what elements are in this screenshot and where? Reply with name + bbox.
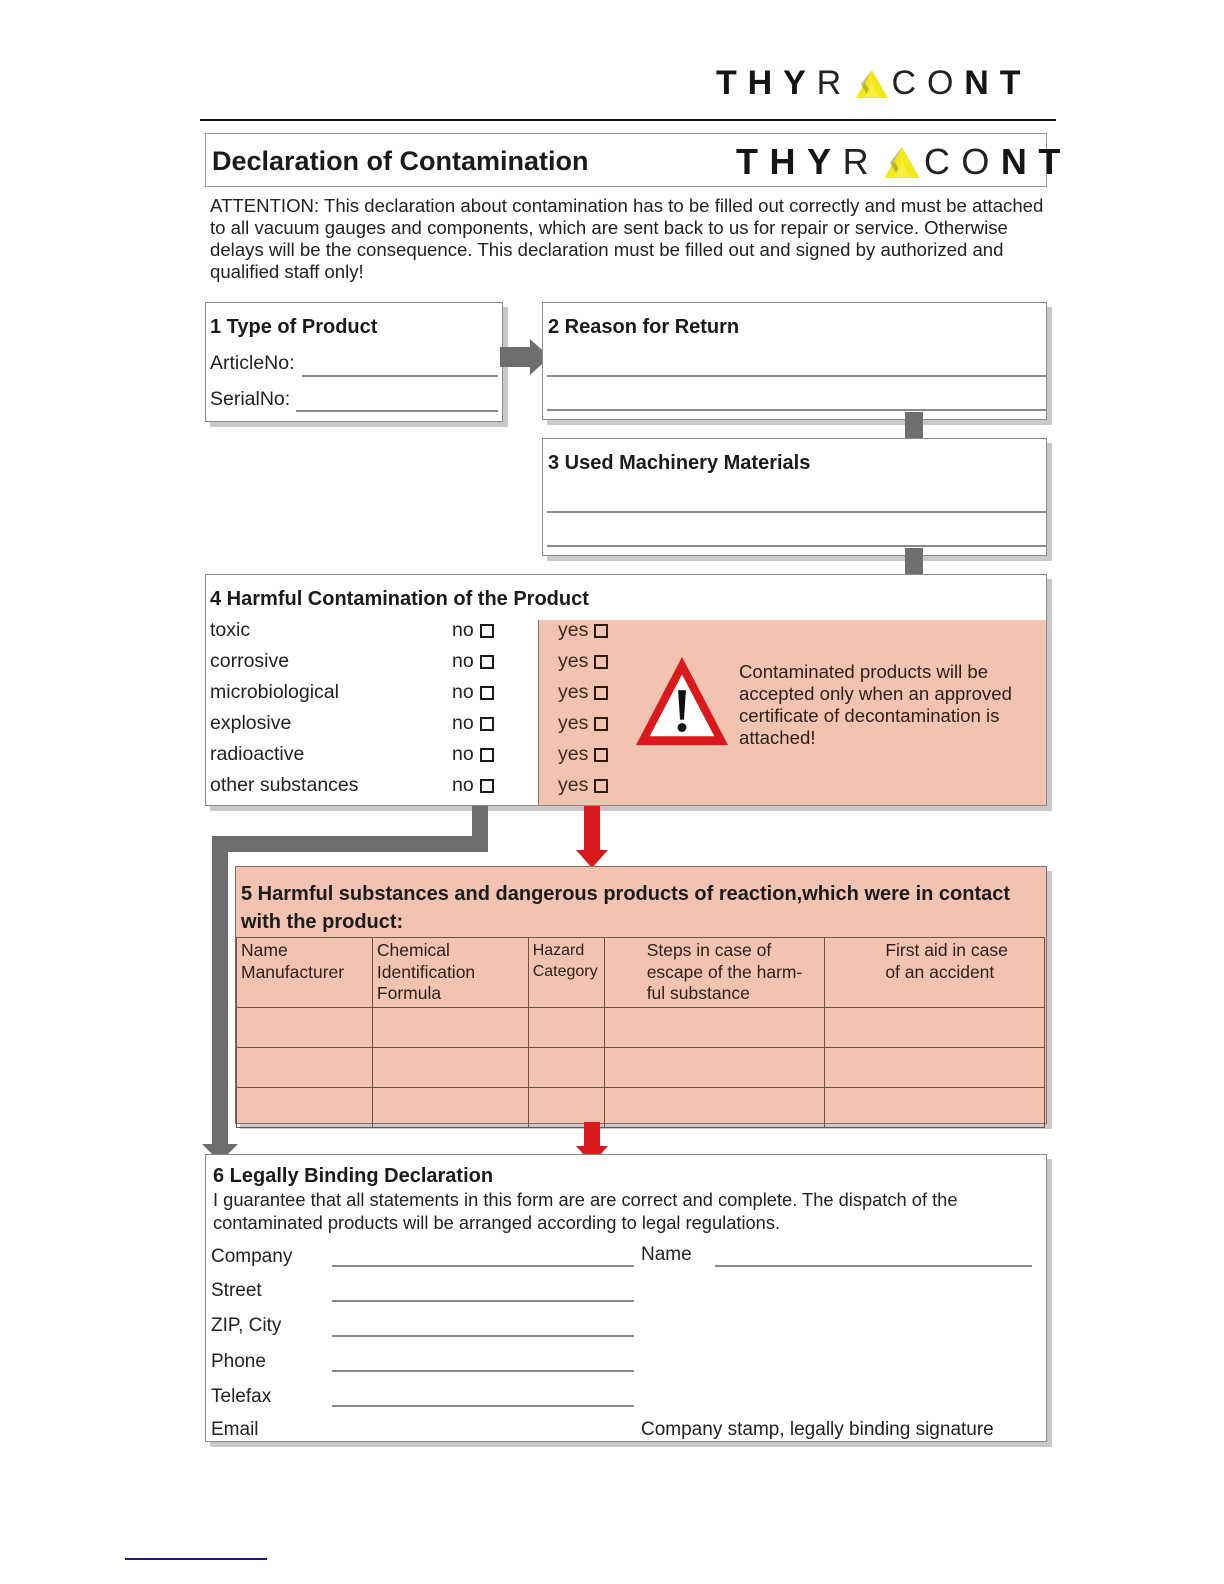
table-row: [237, 1007, 1045, 1047]
table-cell-input[interactable]: [825, 1007, 1045, 1047]
section-4-title: 4 Harmful Contamination of the Product: [210, 588, 589, 610]
col-header-line: ful substance: [646, 983, 750, 1003]
checkbox-icon[interactable]: [480, 717, 494, 731]
checkbox-icon[interactable]: [480, 624, 494, 638]
table-cell-input[interactable]: [372, 1007, 528, 1047]
yes-label: yes: [558, 619, 589, 641]
col-header-chemical-identification: [372, 938, 528, 1008]
phone-input[interactable]: [332, 1370, 634, 1372]
col-header-line: of an accident: [885, 961, 995, 982]
email-label: Email: [211, 1419, 259, 1440]
section-legally-binding-declaration: [205, 1154, 1047, 1442]
table-cell-input[interactable]: [237, 1007, 373, 1047]
attention-notice: ATTENTION: This declaration about contamination has to be filled out correctly and must be attached to all vacuum gauges and components, which are sent back to us for repair or service. Otherwise delays will be the consequence. This declaration must be filled out and signed by authorized and qualified staff only!: [210, 195, 1044, 282]
substances-table: [236, 937, 1045, 1128]
logo-text-r: R: [816, 64, 853, 102]
contamination-label-radioactive: radioactive: [210, 743, 305, 765]
other-yes-checkbox[interactable]: [558, 774, 608, 797]
col-header-line: Formula: [376, 983, 442, 1003]
arrow-down-red-icon: [574, 806, 610, 870]
table-cell-input[interactable]: [604, 1007, 825, 1047]
no-label: no: [452, 619, 474, 641]
no-label: no: [452, 743, 474, 765]
checkbox-icon[interactable]: [480, 655, 494, 669]
declaration-statement: I guarantee that all statements in this form are are correct and complete. The dispatch of the contaminated products will be arranged according to legal regulations.: [213, 1189, 958, 1233]
table-cell-input[interactable]: [604, 1087, 825, 1127]
section-harmful-substances: [235, 866, 1047, 1124]
contamination-label-microbiological: microbiological: [210, 681, 339, 703]
section-reason-for-return: [542, 302, 1047, 420]
signature-label: Company stamp, legally binding signature: [641, 1419, 994, 1440]
logo-text-thy: THY: [736, 141, 843, 182]
section-3-title: 3 Used Machinery Materials: [548, 452, 811, 474]
checkbox-icon[interactable]: [594, 748, 608, 762]
col-header-line: Manufacturer: [241, 961, 345, 982]
telefax-input[interactable]: [332, 1405, 634, 1407]
header-divider: [200, 119, 1056, 121]
logo-text-co: CO: [923, 141, 1001, 182]
name-input[interactable]: [715, 1265, 1032, 1267]
section-harmful-contamination: [205, 574, 1047, 806]
table-cell-input[interactable]: [528, 1047, 604, 1087]
checkbox-icon[interactable]: [480, 748, 494, 762]
section-used-machinery-materials: [542, 438, 1047, 556]
checkbox-icon[interactable]: [594, 717, 608, 731]
no-label: no: [452, 712, 474, 734]
table-cell-input[interactable]: [372, 1047, 528, 1087]
table-row: [237, 1087, 1045, 1127]
yes-label: yes: [558, 712, 589, 734]
corrosive-no-checkbox[interactable]: [452, 650, 494, 673]
street-label: Street: [211, 1280, 262, 1301]
zip-city-label: ZIP, City: [211, 1315, 282, 1336]
logo-triangle-icon: [883, 146, 921, 179]
checkbox-icon[interactable]: [594, 624, 608, 638]
no-label: no: [452, 774, 474, 796]
contamination-label-explosive: explosive: [210, 712, 292, 734]
contamination-label-toxic: toxic: [210, 619, 251, 641]
logo-triangle-icon: [855, 69, 889, 99]
name-label: Name: [641, 1244, 692, 1265]
company-logo: [716, 64, 1031, 103]
logo-text-nt: NT: [964, 64, 1032, 102]
table-cell-input[interactable]: [237, 1087, 373, 1127]
table-cell-input[interactable]: [825, 1087, 1045, 1127]
footnote-separator: [125, 1558, 267, 1560]
table-header-row: [237, 938, 1045, 1008]
col-header-line: escape of the harm-: [646, 961, 803, 982]
company-input[interactable]: [332, 1265, 634, 1267]
table-cell-input[interactable]: [372, 1087, 528, 1127]
page-title: Declaration of Contamination: [212, 146, 589, 176]
table-cell-input[interactable]: [237, 1047, 373, 1087]
radioactive-no-checkbox[interactable]: [452, 743, 494, 766]
section-1-title: 1 Type of Product: [210, 316, 378, 338]
telefax-label: Telefax: [211, 1386, 272, 1407]
materials-line-2-input[interactable]: [547, 545, 1047, 547]
col-header-line: First aid in case: [885, 940, 1008, 960]
street-input[interactable]: [332, 1300, 634, 1302]
explosive-no-checkbox[interactable]: [452, 712, 494, 735]
contamination-label-corrosive: corrosive: [210, 650, 290, 672]
col-header-line: Steps in case of: [646, 940, 772, 960]
logo-text-thy: THY: [716, 64, 817, 102]
warning-triangle-icon: [633, 653, 731, 751]
col-header-line: Identification: [376, 961, 476, 982]
company-label: Company: [211, 1246, 293, 1267]
logo-text-co: CO: [891, 64, 965, 102]
checkbox-icon[interactable]: [480, 686, 494, 700]
checkbox-icon[interactable]: [480, 779, 494, 793]
table-row: [237, 1047, 1045, 1087]
yes-label: yes: [558, 681, 589, 703]
no-label: no: [452, 650, 474, 672]
article-no-label: ArticleNo:: [210, 352, 295, 374]
table-cell-input[interactable]: [825, 1047, 1045, 1087]
title-logo: [736, 141, 1072, 183]
col-header-line: Category: [532, 963, 598, 980]
table-cell-input[interactable]: [604, 1047, 825, 1087]
serial-no-input[interactable]: [296, 410, 498, 412]
warning-message: Contaminated products will be accepted only when an approved certificate of decontamination is attached!: [739, 661, 1012, 748]
checkbox-icon[interactable]: [594, 779, 608, 793]
toxic-yes-checkbox[interactable]: [558, 619, 608, 642]
checkbox-icon[interactable]: [594, 686, 608, 700]
microbiological-no-checkbox[interactable]: [452, 681, 494, 704]
col-header-steps-escape: [604, 938, 825, 1008]
contamination-label-other: other substances: [210, 774, 359, 796]
phone-label: Phone: [211, 1351, 266, 1372]
other-no-checkbox[interactable]: [452, 774, 494, 797]
yes-label: yes: [558, 743, 589, 765]
reason-line-2-input[interactable]: [547, 409, 1047, 411]
section-2-title: 2 Reason for Return: [548, 316, 740, 338]
col-header-hazard-category: [528, 938, 604, 1008]
materials-line-1-input[interactable]: [547, 511, 1047, 513]
col-header-line: Chemical: [376, 940, 450, 960]
microbiological-yes-checkbox[interactable]: [558, 681, 608, 704]
col-header-line: Hazard: [532, 942, 585, 959]
serial-no-label: SerialNo:: [210, 388, 291, 410]
logo-text-nt: NT: [1000, 141, 1072, 182]
section-5-title: 5 Harmful substances and dangerous products of reaction,which were in contact with the product:: [241, 883, 1011, 933]
radioactive-yes-checkbox[interactable]: [558, 743, 608, 766]
toxic-no-checkbox[interactable]: [452, 619, 494, 642]
explosive-yes-checkbox[interactable]: [558, 712, 608, 735]
section-6-title: 6 Legally Binding Declaration: [213, 1165, 494, 1187]
yes-label: yes: [558, 774, 589, 796]
no-label: no: [452, 681, 474, 703]
col-header-line: Name: [241, 940, 288, 960]
col-header-name-manufacturer: [237, 938, 373, 1008]
yes-label: yes: [558, 650, 589, 672]
title-bar: [205, 133, 1072, 187]
table-cell-input[interactable]: [528, 1007, 604, 1047]
logo-text-r: R: [842, 141, 881, 182]
section-type-of-product: [205, 302, 503, 422]
reason-line-1-input[interactable]: [547, 375, 1047, 377]
zip-city-input[interactable]: [332, 1335, 634, 1337]
corrosive-yes-checkbox[interactable]: [558, 650, 608, 673]
col-header-first-aid: [825, 938, 1045, 1008]
checkbox-icon[interactable]: [594, 655, 608, 669]
table-cell-input[interactable]: [528, 1087, 604, 1127]
article-no-input[interactable]: [302, 375, 498, 377]
